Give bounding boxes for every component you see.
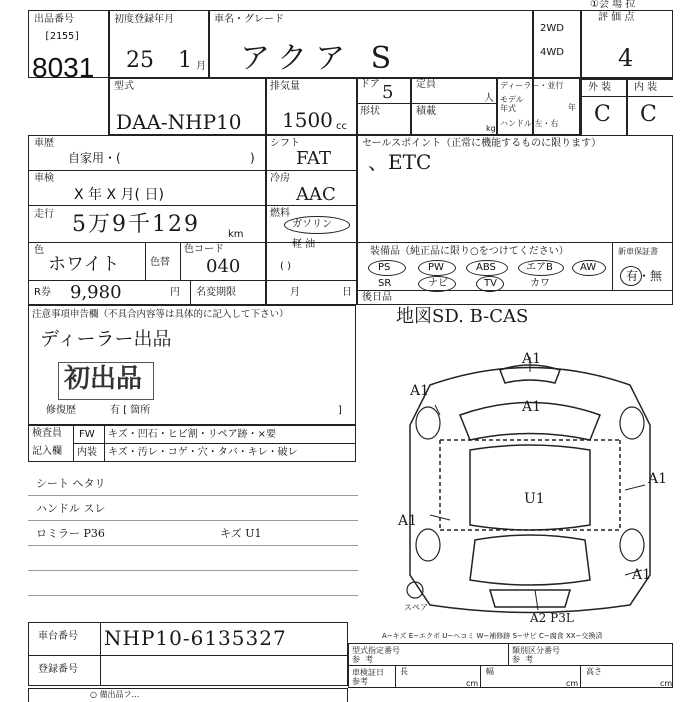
reg-year: 25 bbox=[126, 48, 154, 73]
color-label: 色 bbox=[34, 245, 44, 256]
reg-month-unit: 月 bbox=[196, 61, 206, 72]
registration-label: 登録番号 bbox=[38, 664, 78, 675]
fuel-diesel: 軽 油 bbox=[292, 239, 316, 250]
mileage-value: 5万9千129 bbox=[72, 212, 200, 237]
name-grade-label: 車名・グレード bbox=[214, 14, 284, 25]
first-reg-label: 初度登録年月 bbox=[114, 14, 174, 25]
equip-pw: PW bbox=[428, 262, 444, 273]
shift-label: シフト bbox=[270, 138, 300, 149]
km-unit: km bbox=[228, 229, 244, 240]
inspector-line-3: ロミラー P36 bbox=[36, 527, 105, 540]
inspector-line-2: ハンドル スレ bbox=[36, 502, 106, 515]
inspector-line-1: シート ヘタリ bbox=[36, 477, 106, 490]
class-label: 類別区分番号 参 考 bbox=[512, 646, 560, 664]
eval-label: 評 価 点 bbox=[598, 12, 635, 23]
drive-4wd: 4WD bbox=[540, 47, 564, 58]
kg-unit: kg bbox=[486, 124, 496, 133]
inspection-label: 車検 bbox=[34, 173, 54, 184]
int-grade: C bbox=[640, 102, 657, 127]
history-value: 自家用・( bbox=[68, 151, 121, 165]
car-name: アクア S bbox=[240, 41, 400, 76]
inspector-fw: FW bbox=[79, 429, 95, 440]
cert-day: 日 bbox=[342, 287, 352, 298]
lot-label: 出品番号 bbox=[34, 14, 74, 25]
drive-2wd: 2WD bbox=[540, 23, 564, 34]
load-label: 積載 bbox=[416, 106, 436, 117]
sales-label: セールスポイント（正常に機能するものに限ります） bbox=[362, 138, 602, 149]
shape-label: 形状 bbox=[360, 106, 380, 117]
yen-unit: 円 bbox=[170, 287, 180, 298]
equipment-label: 装備品（純正品に限り○をつけてください） bbox=[370, 246, 569, 257]
repair-close: ] bbox=[338, 405, 342, 416]
year-unit: 年 bbox=[568, 103, 576, 112]
doors-label: ドア bbox=[360, 79, 380, 90]
ext-label: 外 装 bbox=[588, 82, 612, 93]
inspector-line-4: キズ U1 bbox=[220, 527, 262, 540]
model-year-label: モデル 年式 bbox=[500, 95, 524, 113]
color-code-label: 色コード bbox=[184, 244, 224, 255]
repair-label: 修復歴 bbox=[46, 405, 76, 416]
equip-tv: TV bbox=[484, 278, 497, 289]
inspector-fw-text: キズ・凹石・ヒビ割・リペア跡・×要 bbox=[108, 429, 276, 440]
mark-right-rear: A1 bbox=[632, 567, 652, 583]
mark-roof: U1 bbox=[524, 491, 545, 507]
mark-rear: A2 P3L bbox=[530, 611, 574, 625]
inspector-label-top: 検査員 bbox=[32, 428, 62, 439]
length-label: 長 bbox=[400, 667, 408, 676]
inspector-label-bottom: 記入欄 bbox=[32, 446, 62, 457]
displacement-value: 1500 bbox=[282, 108, 333, 132]
cc-unit: cc bbox=[336, 121, 347, 132]
notes-text: ディーラー出品 bbox=[40, 328, 172, 350]
dealer-label: ディーラー・並行 bbox=[500, 81, 564, 90]
aftermarket-label: 後日品 bbox=[362, 292, 392, 303]
model-cert-label: 型式指定番号 参 考 bbox=[352, 646, 400, 664]
repair-value: 有 [ 箇所 bbox=[110, 405, 151, 416]
height-label: 高さ bbox=[586, 667, 602, 676]
warranty-label: 新車保証書 bbox=[618, 247, 658, 256]
fuel-other: ( ) bbox=[280, 261, 291, 272]
color-change-label: 色替 bbox=[150, 257, 170, 268]
int-label: 内 装 bbox=[634, 82, 658, 93]
equip-leather: カワ bbox=[530, 278, 550, 289]
footer-text: ○ 備出品フ… bbox=[90, 690, 140, 699]
inspector-int: 内装 bbox=[77, 447, 97, 458]
fuel-gas: ガソリン bbox=[292, 219, 332, 230]
height-cm: cm bbox=[660, 679, 673, 688]
recycle-label: R券 bbox=[34, 287, 51, 298]
recycle-value: 9,980 bbox=[70, 282, 122, 303]
equip-aw: AW bbox=[580, 262, 597, 273]
top-right-text: ①会 場 拉 bbox=[590, 0, 636, 10]
first-listing-stamp-text: 初出品 bbox=[64, 364, 143, 394]
cert-label: 名変期限 bbox=[196, 287, 236, 298]
sales-text: 、ETC bbox=[368, 150, 432, 174]
cooler-label: 冷房 bbox=[270, 173, 290, 184]
history-close: ) bbox=[250, 151, 255, 165]
warranty-value: 有・無 bbox=[626, 269, 663, 283]
handle-label: ハンドル 左・右 bbox=[500, 119, 559, 128]
model-label: 型式 bbox=[114, 81, 134, 92]
eval-score: 4 bbox=[618, 44, 634, 72]
ext-grade: C bbox=[594, 102, 611, 127]
mark-hood: A1 bbox=[522, 399, 542, 415]
mark-right-side: A1 bbox=[648, 471, 668, 487]
cooler-value: AAC bbox=[296, 184, 336, 205]
equip-abs: ABS bbox=[476, 262, 496, 273]
model-value: DAA-NHP10 bbox=[116, 110, 242, 134]
damage-legend: A−キズ E−エクボ U−ヘコミ W−補修跡 S−サビ C−腐食 XX−交換済 bbox=[382, 632, 603, 640]
chassis-value: NHP10-6135327 bbox=[104, 626, 287, 650]
mark-left-front: A1 bbox=[410, 383, 430, 399]
equip-airbag: エアB bbox=[526, 262, 553, 273]
inspection-value: X 年 X 月( 日) bbox=[74, 187, 164, 203]
displacement-label: 排気量 bbox=[270, 81, 300, 92]
cert-month: 月 bbox=[290, 287, 300, 298]
lot-number: 8031 bbox=[32, 52, 95, 83]
spare-label: スペア bbox=[404, 603, 428, 612]
history-label: 車歴 bbox=[34, 138, 54, 149]
warranty-circle bbox=[620, 266, 642, 286]
equip-sr: SR bbox=[378, 278, 392, 289]
width-label: 幅 bbox=[486, 667, 494, 676]
width-cm: cm bbox=[566, 679, 579, 688]
shift-value: FAT bbox=[296, 148, 331, 169]
length-cm: cm bbox=[466, 679, 479, 688]
reg-month: 1 bbox=[178, 48, 192, 73]
chassis-label: 車台番号 bbox=[38, 631, 78, 642]
doors-value: 5 bbox=[382, 82, 394, 103]
aftermarket-text: 地図SD. B-CAS bbox=[396, 306, 529, 327]
equip-navi: ナビ bbox=[428, 278, 448, 289]
capacity-label: 定員 bbox=[416, 79, 436, 90]
mileage-label: 走行 bbox=[34, 209, 54, 220]
color-code-value: 040 bbox=[206, 256, 241, 277]
equip-ps: PS bbox=[378, 262, 391, 273]
notes-label: 注意事項申告欄（不具合内容等は具体的に記入して下さい） bbox=[32, 309, 289, 320]
lot-small: [2155] bbox=[44, 31, 81, 42]
mark-front: A1 bbox=[522, 351, 542, 367]
fuel-label: 燃料 bbox=[270, 208, 290, 219]
reg-date-label: 車検証日 参考 bbox=[352, 668, 384, 686]
capacity-unit: 人 bbox=[484, 93, 494, 104]
color-value: ホワイト bbox=[48, 254, 120, 275]
mark-left-side: A1 bbox=[398, 513, 418, 529]
inspector-int-text: キズ・汚レ・コゲ・穴・タバ・キレ・破レ bbox=[108, 447, 298, 458]
